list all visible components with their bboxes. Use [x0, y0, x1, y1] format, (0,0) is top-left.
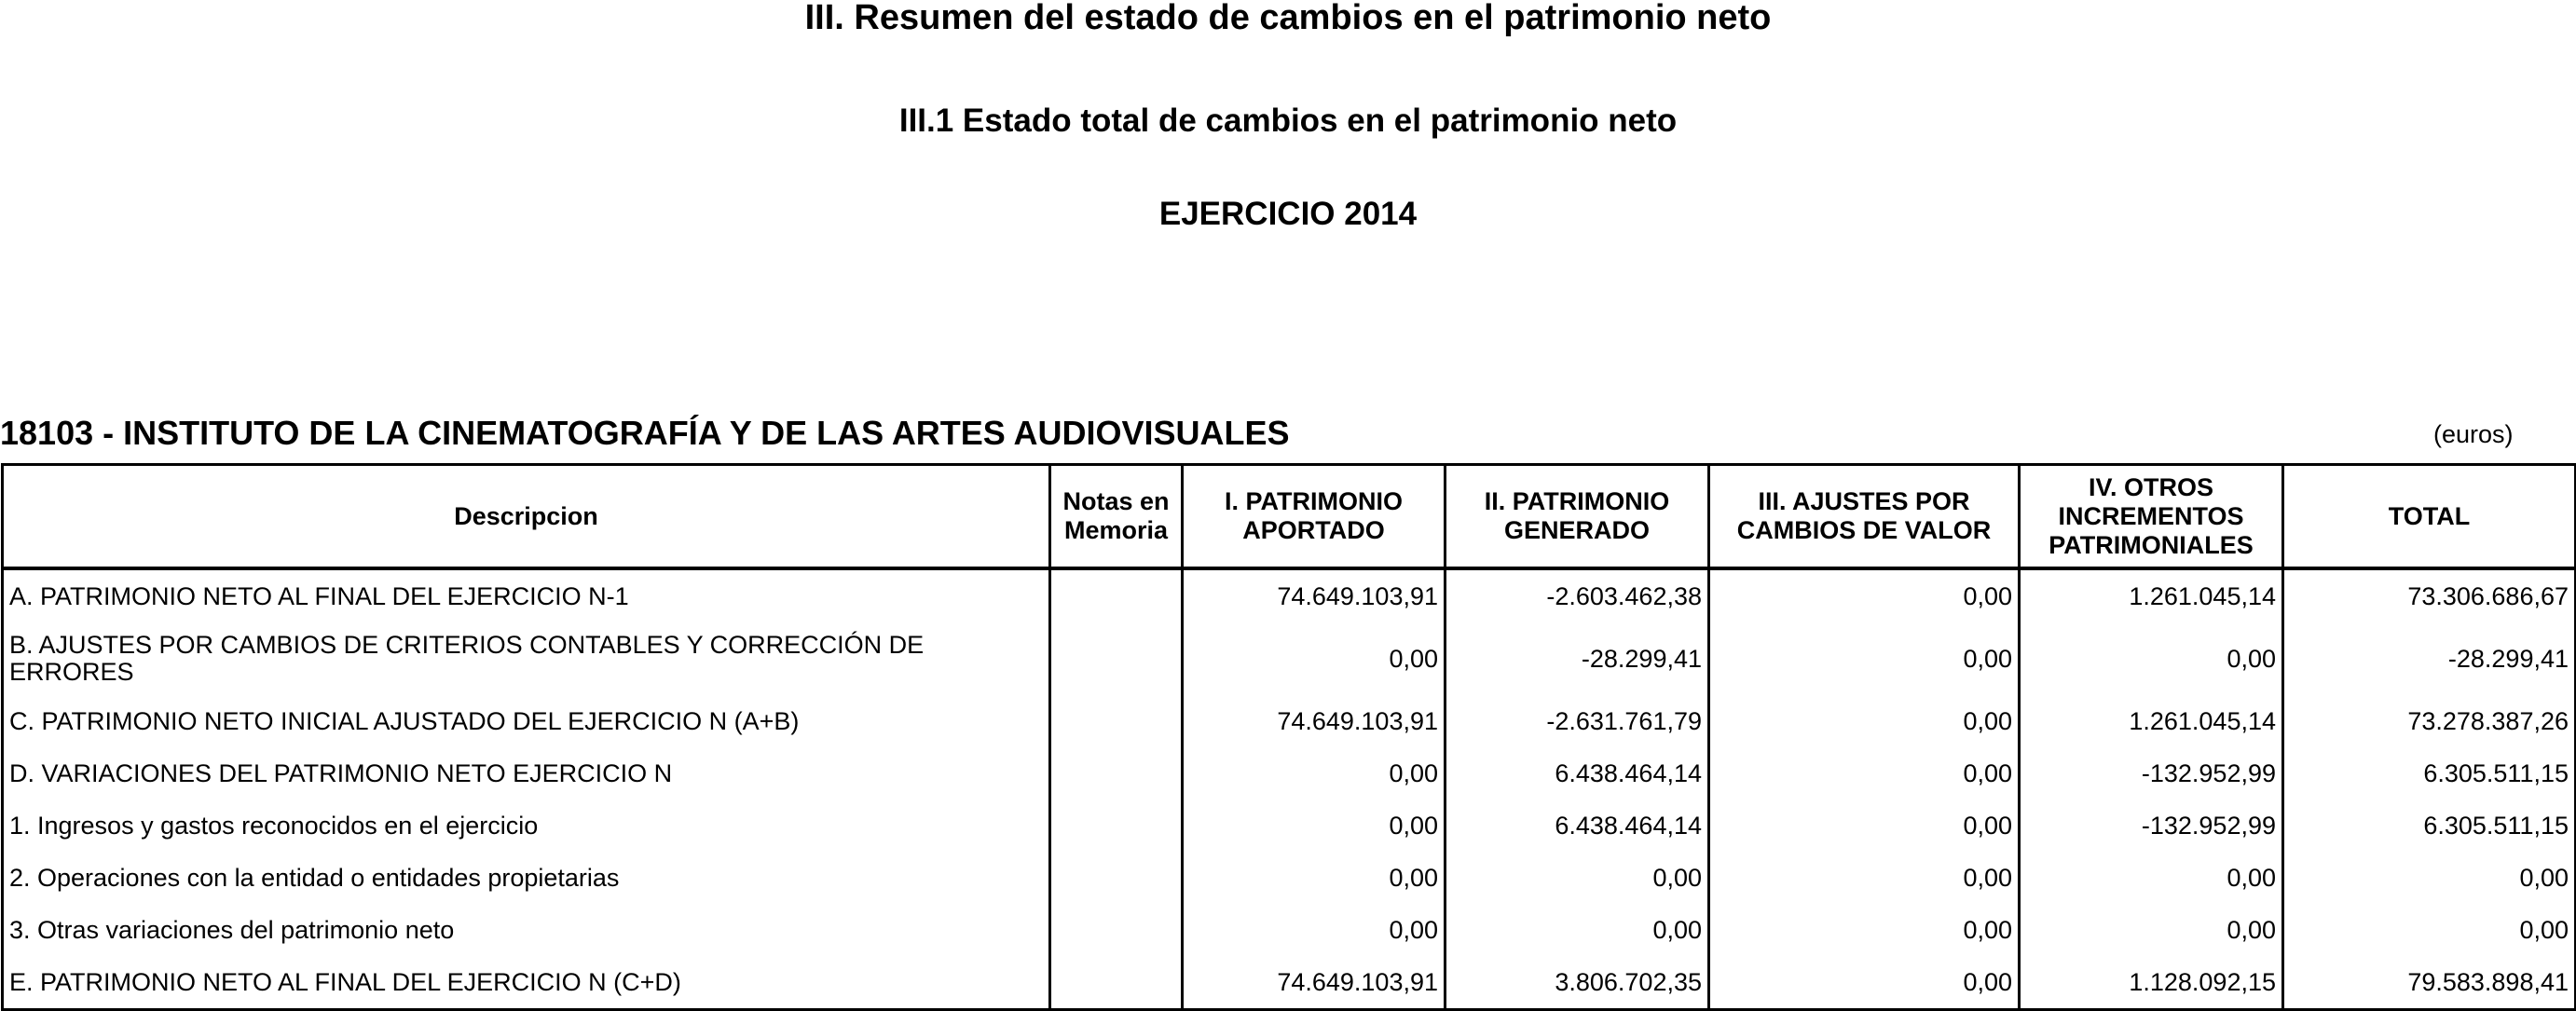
row-otros-incrementos: 0,00 — [2020, 622, 2283, 695]
row-notas — [1050, 568, 1183, 622]
row-otros-incrementos: 0,00 — [2020, 852, 2283, 904]
row-patrimonio-generado: 0,00 — [1446, 904, 1709, 956]
table-row — [3, 695, 2576, 747]
row-ajustes-valor: 0,00 — [1709, 852, 2020, 904]
column-header-aportado-line: APORTADO — [1242, 516, 1385, 544]
column-header-patrimonio-aportado — [1183, 465, 1446, 569]
column-header-otros-incrementos — [2020, 465, 2283, 569]
row-patrimonio-aportado: 0,00 — [1183, 747, 1446, 799]
column-header-otros-line: IV. OTROS — [2088, 472, 2214, 501]
column-header-generado-line: II. PATRIMONIO — [1484, 487, 1670, 515]
row-description: D. VARIACIONES DEL PATRIMONIO NETO EJERCICIO N — [3, 747, 1050, 799]
row-patrimonio-generado: 6.438.464,14 — [1446, 747, 1709, 799]
row-notas — [1050, 956, 1183, 1010]
column-header-total: TOTAL — [2283, 465, 2576, 569]
table-row — [3, 956, 2576, 1010]
equity-changes-table — [1, 463, 2576, 1011]
row-ajustes-valor: 0,00 — [1709, 695, 2020, 747]
column-header-otros-line: INCREMENTOS — [2058, 501, 2244, 530]
row-total: -28.299,41 — [2283, 622, 2576, 695]
row-total: 6.305.511,15 — [2283, 799, 2576, 852]
row-ajustes-valor: 0,00 — [1709, 747, 2020, 799]
row-ajustes-valor: 0,00 — [1709, 904, 2020, 956]
row-patrimonio-generado: 0,00 — [1446, 852, 1709, 904]
row-otros-incrementos: 0,00 — [2020, 904, 2283, 956]
row-patrimonio-aportado: 0,00 — [1183, 904, 1446, 956]
table-row — [3, 747, 2576, 799]
row-total: 6.305.511,15 — [2283, 747, 2576, 799]
row-description: A. PATRIMONIO NETO AL FINAL DEL EJERCICIO N-1 — [3, 568, 1050, 622]
exercise-year: EJERCICIO 2014 — [1158, 196, 1418, 232]
row-ajustes-valor: 0,00 — [1709, 568, 2020, 622]
column-header-notas-line: Memoria — [1063, 516, 1169, 544]
row-description: 2. Operaciones con la entidad o entidades propietarias — [3, 852, 1050, 904]
column-header-notas — [1050, 465, 1183, 569]
row-ajustes-valor: 0,00 — [1709, 622, 2020, 695]
row-total: 0,00 — [2283, 852, 2576, 904]
row-otros-incrementos: 1.261.045,14 — [2020, 568, 2283, 622]
currency-units: (euros) — [2433, 420, 2514, 448]
row-description: 1. Ingresos y gastos reconocidos en el ejercicio — [3, 799, 1050, 852]
row-patrimonio-aportado: 74.649.103,91 — [1183, 695, 1446, 747]
row-description: B. AJUSTES POR CAMBIOS DE CRITERIOS CONTABLES Y CORRECCIÓN DE ERRORES — [3, 622, 1050, 695]
row-patrimonio-generado: 3.806.702,35 — [1446, 956, 1709, 1010]
row-otros-incrementos: -132.952,99 — [2020, 799, 2283, 852]
report-subtitle: III.1 Estado total de cambios en el patrimonio neto — [898, 102, 1678, 139]
row-total: 73.306.686,67 — [2283, 568, 2576, 622]
column-header-otros-line: PATRIMONIALES — [2048, 530, 2254, 559]
column-header-patrimonio-generado — [1446, 465, 1709, 569]
table-row — [3, 904, 2576, 956]
row-ajustes-valor: 0,00 — [1709, 956, 2020, 1010]
column-header-notas-line: Notas en — [1062, 487, 1170, 515]
row-notas — [1050, 799, 1183, 852]
row-notas — [1050, 622, 1183, 695]
column-header-generado-line: GENERADO — [1503, 516, 1650, 544]
row-patrimonio-generado: -2.603.462,38 — [1446, 568, 1709, 622]
row-patrimonio-generado: 6.438.464,14 — [1446, 799, 1709, 852]
row-total: 79.583.898,41 — [2283, 956, 2576, 1010]
row-description: 3. Otras variaciones del patrimonio neto — [3, 904, 1050, 956]
row-notas — [1050, 852, 1183, 904]
table-row — [3, 622, 2576, 695]
row-notas — [1050, 695, 1183, 747]
row-description: E. PATRIMONIO NETO AL FINAL DEL EJERCICIO N (C+D) — [3, 956, 1050, 1010]
entity-name: 18103 - INSTITUTO DE LA CINEMATOGRAFÍA Y DE LAS ARTES AUDIOVISUALES — [0, 414, 1290, 452]
row-patrimonio-generado: -28.299,41 — [1446, 622, 1709, 695]
row-patrimonio-generado: -2.631.761,79 — [1446, 695, 1709, 747]
row-otros-incrementos: -132.952,99 — [2020, 747, 2283, 799]
column-header-ajustes-line: III. AJUSTES POR — [1758, 487, 1970, 515]
row-total: 73.278.387,26 — [2283, 695, 2576, 747]
row-patrimonio-aportado: 0,00 — [1183, 799, 1446, 852]
row-patrimonio-aportado: 0,00 — [1183, 622, 1446, 695]
column-header-ajustes-line: CAMBIOS DE VALOR — [1736, 516, 1992, 544]
row-otros-incrementos: 1.261.045,14 — [2020, 695, 2283, 747]
row-patrimonio-aportado: 0,00 — [1183, 852, 1446, 904]
row-otros-incrementos: 1.128.092,15 — [2020, 956, 2283, 1010]
row-patrimonio-aportado: 74.649.103,91 — [1183, 956, 1446, 1010]
column-header-ajustes-valor — [1709, 465, 2020, 569]
table-row — [3, 799, 2576, 852]
table-row — [3, 568, 2576, 622]
row-notas — [1050, 747, 1183, 799]
report-title: III. Resumen del estado de cambios en el patrimonio neto — [804, 0, 1772, 37]
table-row — [3, 852, 2576, 904]
row-notas — [1050, 904, 1183, 956]
row-description: C. PATRIMONIO NETO INICIAL AJUSTADO DEL EJERCICIO N (A+B) — [3, 695, 1050, 747]
column-header-aportado-line: I. PATRIMONIO — [1225, 487, 1403, 515]
row-ajustes-valor: 0,00 — [1709, 799, 2020, 852]
table-header-row — [3, 465, 2576, 569]
row-total: 0,00 — [2283, 904, 2576, 956]
row-patrimonio-aportado: 74.649.103,91 — [1183, 568, 1446, 622]
column-header-descripcion: Descripcion — [3, 465, 1050, 569]
